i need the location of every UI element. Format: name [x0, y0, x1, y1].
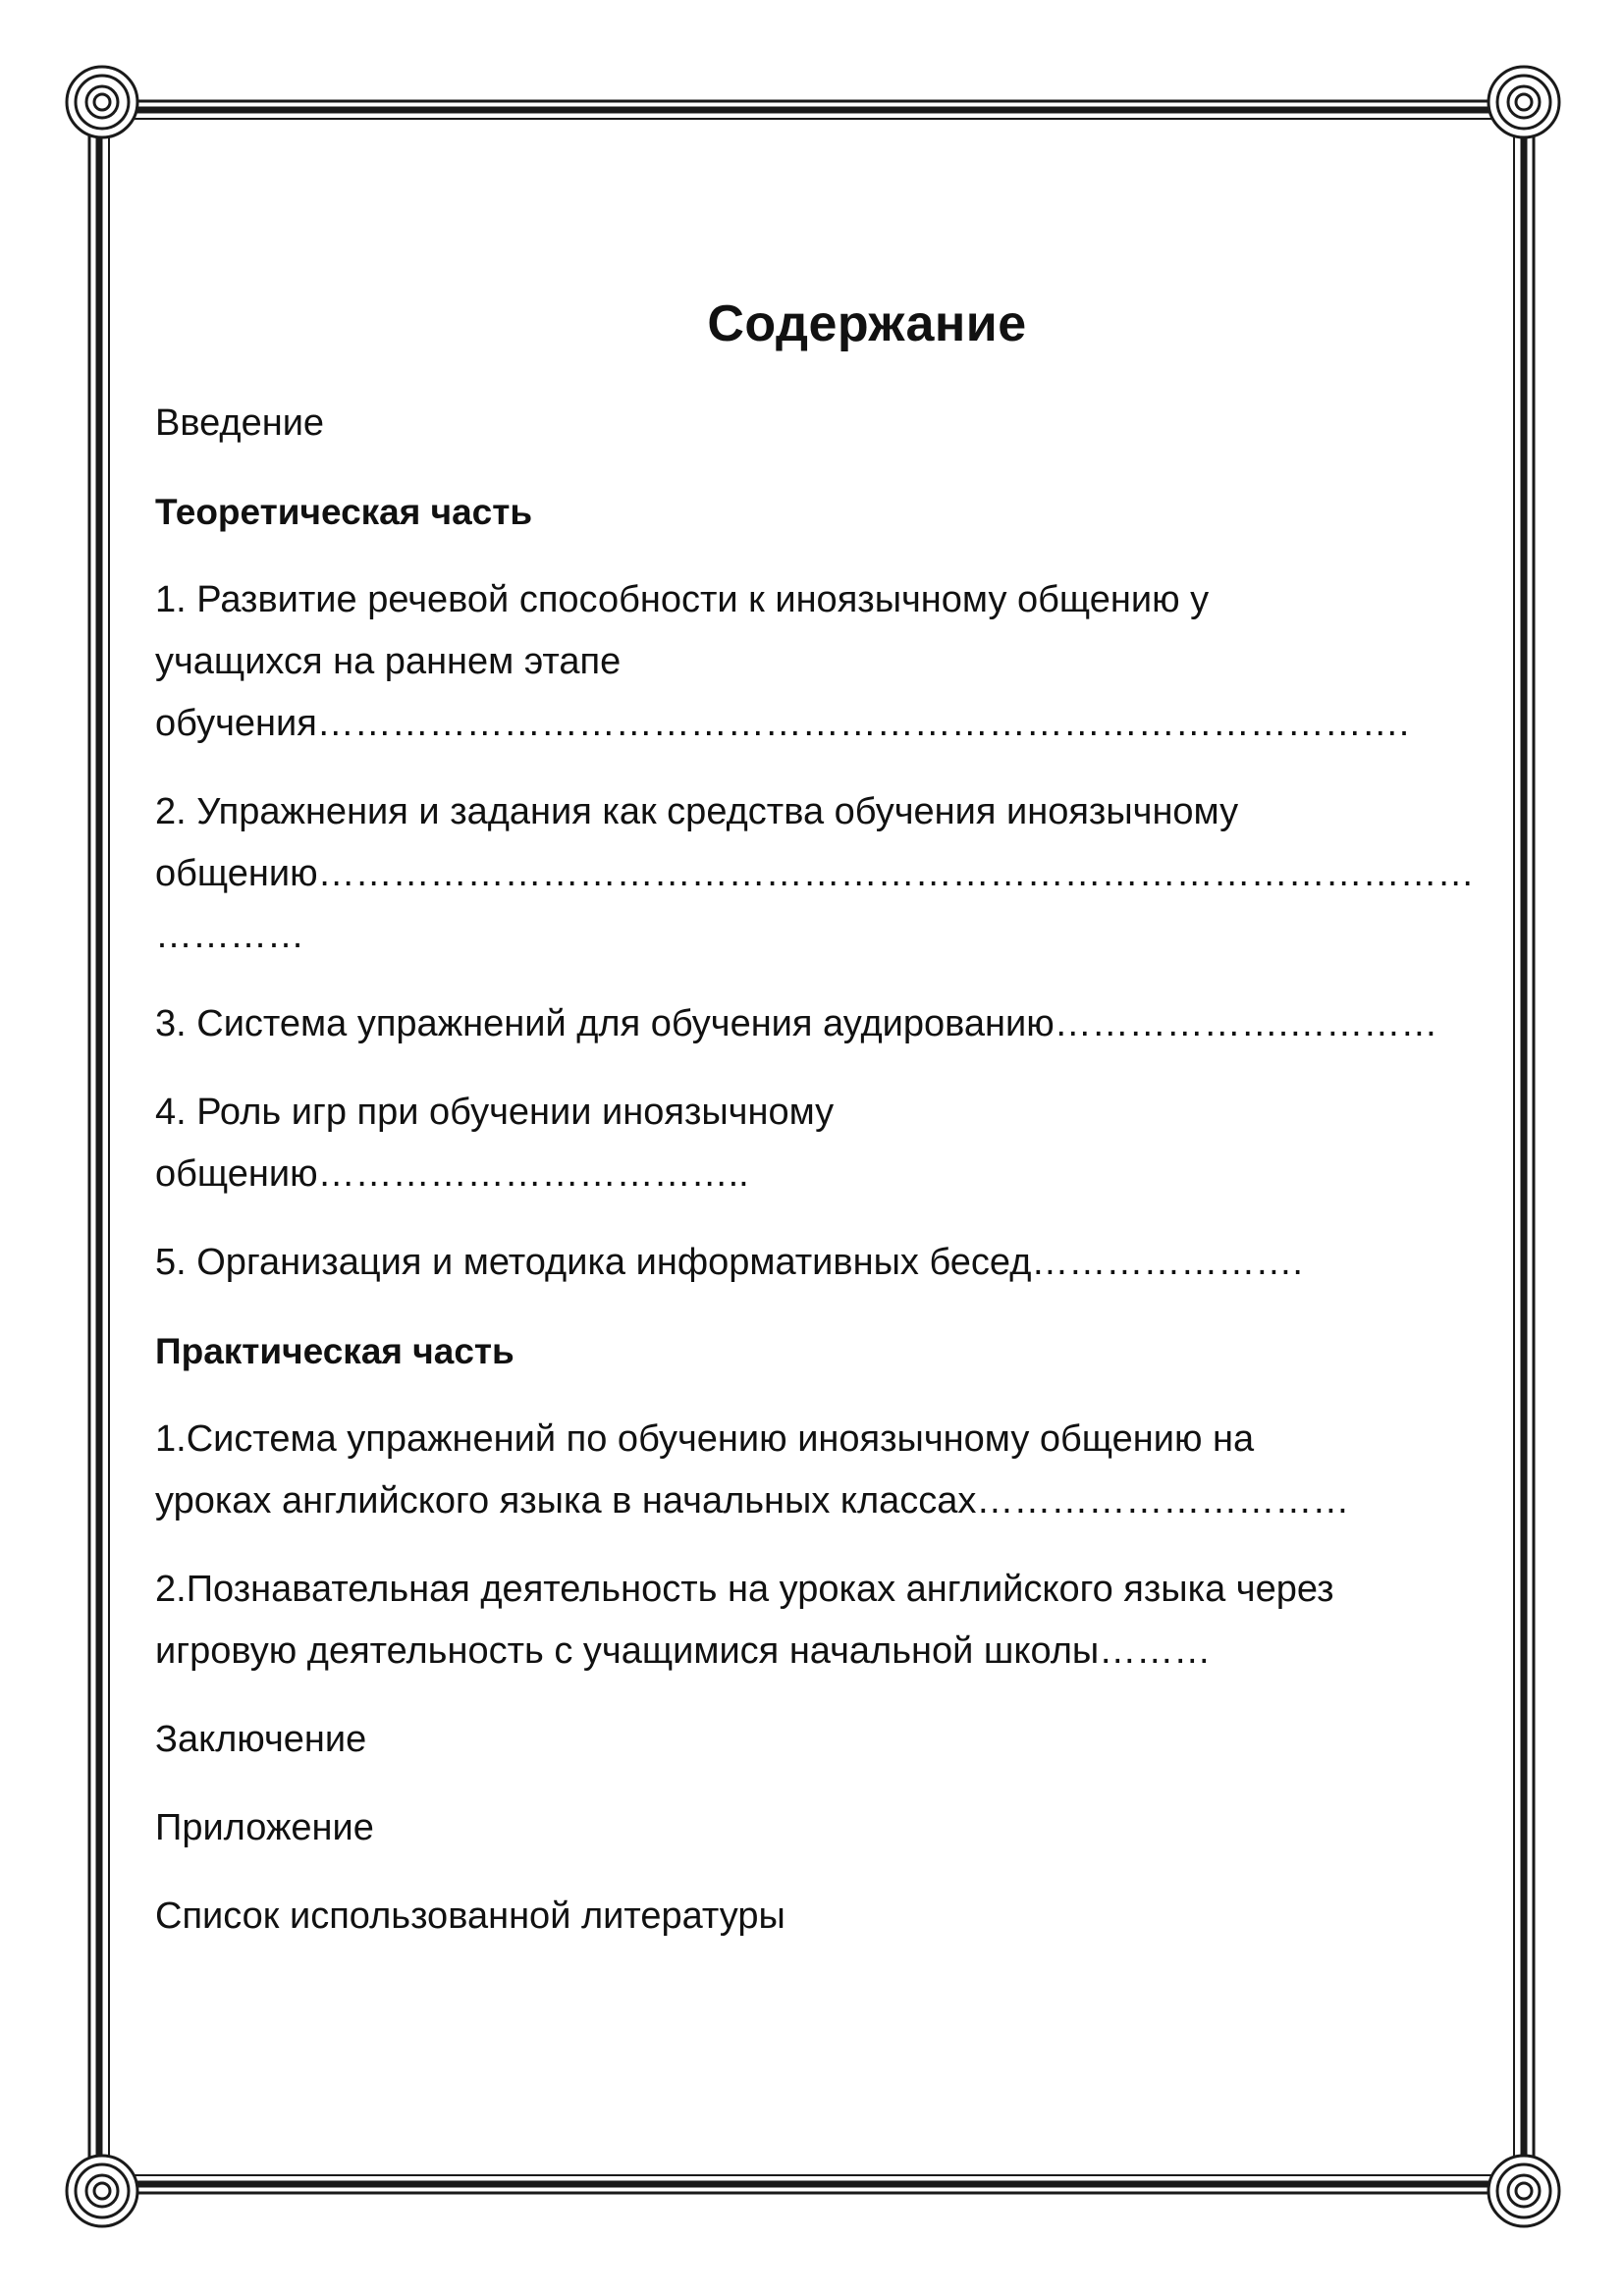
toc-entry-practice-2: 2.Познавательная деятельность на уроках английского языка через игровую деятельность с учащимися начальной школы………: [155, 1569, 1334, 1672]
toc-entry-appendix: Приложение: [155, 1807, 374, 1848]
toc-entry-theory-5: 5. Организация и методика информативных бесед………………….: [155, 1242, 1303, 1283]
toc-entry-bibliography: Список использованной литературы: [155, 1896, 785, 1937]
page-title: Содержание: [707, 295, 1027, 352]
corner-rosette-icon: [1489, 2156, 1559, 2226]
toc-entry-conclusion: Заключение: [155, 1719, 367, 1760]
toc-entry-theory-3: 3. Система упражнений для обучения аудированию……………….…………: [155, 1003, 1438, 1044]
corner-rosette-icon: [1489, 67, 1559, 137]
toc-entry-practice-1: 1.Система упражнений по обучению иноязычному общению на уроках английского языка в начальных классах…………………………: [155, 1418, 1350, 1522]
toc-entry-theory-2: 2. Упражнения и задания как средства обучения иноязычному общению……………………………………………………………………………………………: [155, 791, 1475, 956]
corner-rosette-icon: [67, 67, 137, 137]
toc-section-practical: Практическая часть: [155, 1331, 514, 1371]
toc-entry-theory-4: 4. Роль игр при обучении иноязычному общению……………………………..: [155, 1092, 835, 1195]
toc-entry-introduction: Введение: [155, 402, 325, 444]
corner-rosette-icon: [67, 2156, 137, 2226]
table-of-contents: [155, 294, 1490, 1974]
toc-section-theoretical: Теоретическая часть: [155, 492, 533, 532]
toc-entry-theory-1: 1. Развитие речевой способности к иноязычному общению у учащихся на раннем этапе обучения…………………………………………………………………………….: [155, 579, 1410, 744]
